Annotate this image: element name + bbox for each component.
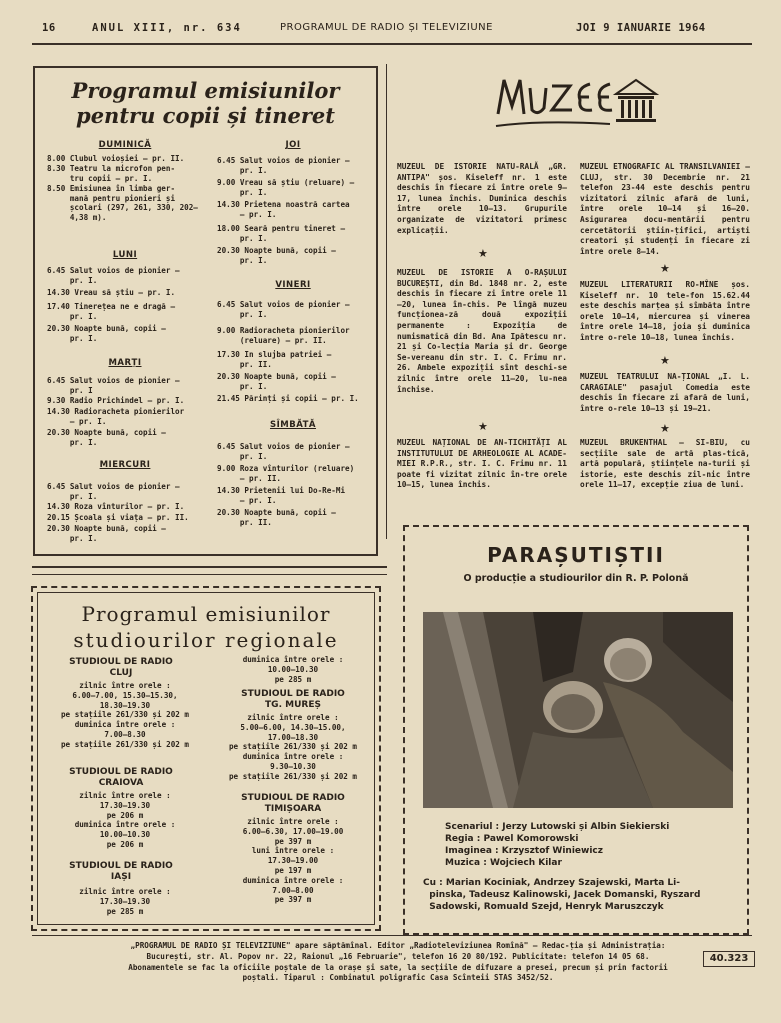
museum-literaturii: MUZEUL LITERATURII RO-MÎNE șos. Kiseleff nr. 10 tele-fon 15.62.44 este deschis marțea și sîmbăta între orele 10—14, miercurea și vinerea între orele 14—18, joia și duminica între o-rele 10—18, lunea închis. [580, 280, 750, 342]
kids-title-line1: Programul emisiunilor [71, 78, 340, 103]
museum-etnografic: MUZEUL ETNOGRAFIC AL TRANSILVANIEI — CLUJ, str. 30 Decembrie nr. 21 telefon 23-44 este deschis pentru vizitatori zilnic afară de luni, între orele 10—14 și 16—20. Asigurarea docu-mentării pentru cercetătorii știin-țifici, artiști creatori și studenți în fiecare zi între orele 8—14. [580, 162, 750, 256]
museum-brukenthal: MUZEUL BRUKENTHAL — SI-BIU, cu secțiile sale de artă plas-tică, artă populară, științele na-turii și istorie, este deschis zil-nic între orele 11—17, excepție ziua de luni. [580, 438, 750, 490]
film-still-image [423, 612, 733, 808]
program-item: 6.45 Salut voios de pionier — pr. I. [217, 442, 350, 461]
regional-title-line1: Programul emisiunilor [81, 602, 331, 626]
program-item: 9.00 Radiorachetа pionierilor (reluare) — pr. II. [217, 326, 350, 345]
program-item: 14.30 Radiorachetа pionierilor — pr. I. [47, 407, 185, 426]
program-item: 9.00 Roza vînturilor (reluare) — pr. II. [217, 464, 355, 483]
studio-iasi-sunday-schedule: duminica între orele : 10.00—10.30 pe 285 m [242, 655, 344, 684]
studio-mures-name: STUDIOUL DE RADIO TG. MUREȘ [241, 689, 345, 710]
imprint-footer: „PROGRAMUL DE RADIO ȘI TELEVIZIUNE" apare săptămînal. Editor „Radioteleviziunea Romînă" – Redac-ția și Administrația: București, str. Al. Popov nr. 22, Raionul „16 Februarie", telefon 16 20 80/192. Publicitate: telefon 14 05 68. Abonamentele se fac la oficiile poștale de la orașe și sate, la secțiile de difuzare a presei, precum și prin factorii poștali. Tiparul : Combinatul poligrafic Casa Scînteii STAS 3452/52. [128, 941, 668, 983]
print-number: 40.323 [703, 951, 755, 967]
film-title: PARAȘUTIȘTII [487, 543, 665, 567]
regional-title [38, 601, 374, 653]
kids-title-line2: pentru copii și tineret [76, 103, 335, 128]
day-heading-joi: JOI [285, 140, 301, 150]
program-item: 20.30 Noapte bună, copii — pr. I. [217, 246, 336, 265]
issue-date: JOI 9 IANUARIE 1964 [576, 22, 706, 34]
studio-timisoara-name: STUDIOUL DE RADIO TIMIȘOARA [241, 793, 345, 814]
film-credits: Scenariul : Jerzy Lutowski și Albin Siekierski Regia : Pawel Komorowski Imaginea : Krzysztof Winiewicz Muzica : Wojciech Kilar [445, 822, 670, 868]
program-item: 14.30 Roza vînturilor — pr. I. [47, 502, 185, 511]
museum-antichitati: MUZEUL NAȚIONAL DE AN-TICHITĂȚI AL INSTITUTULUI DE ARHEOLOGIE AL ACADE-MIEI R.P.R., str. I. C. Frimu nr. 11 poate fi vizitat zilnic în-tre orele 10—15, lunea închis. [397, 438, 567, 490]
film-ad-box [403, 525, 749, 935]
day-heading-simbata: SÎMBĂTĂ [269, 420, 317, 430]
star-separator: ★ [478, 420, 488, 433]
page-header [8, 20, 774, 44]
studio-iasi-name: STUDIOUL DE RADIO IAȘI [69, 861, 173, 882]
program-item: 6.45 Salut voios de pionier — pr. I [47, 376, 180, 395]
studio-timisoara-schedule: zilnic între orele : 6.00—6.30, 17.00—19.00 pe 397 m luni între orele : 17.30—19.00 pe 197 m duminica între orele : 7.00—8.00 pe 397 m [242, 817, 344, 905]
day-heading-duminica: DUMINICĂ [98, 140, 152, 150]
program-item: 6.45 Salut voios de pionier — pr. I. [47, 266, 180, 285]
museum-building-icon [490, 66, 660, 136]
program-item: 6.45 Salut voios de pionier — pr. I. [217, 156, 350, 175]
program-item: 8.50 Emisiunea în limba ger- mană pentru pionieri și școlari (297, 261, 330, 202— 4,38 m). [47, 184, 198, 222]
star-separator: ★ [660, 262, 670, 275]
kids-title [35, 78, 376, 128]
section-rule-thin [32, 574, 387, 575]
regional-title-line2: studiourilor regionale [73, 628, 339, 652]
studio-mures-schedule: zilnic între orele : 5.00—6.00, 14.30—15.00, 17.00—18.30 pe stațiile 261/330 și 202 m duminica între orele : 9.30—10.30 pe stațiile 261/330 și 202 m [228, 713, 357, 781]
day-heading-vineri: VINERI [275, 280, 311, 290]
program-item: 14.30 Vreau să știu — pr. I. [47, 288, 176, 297]
program-item: 21.45 Părinți și copii — pr. I. [217, 394, 359, 403]
star-separator: ★ [478, 247, 488, 260]
museum-teatrului: MUZEUL TEATRULUI NA-ȚIONAL „I. L. CARAGIALE" pasajul Comedia este deschis în fiecare zi afară de luni, între o-rele 10—13 și 19—21. [580, 372, 750, 413]
publication-title: PROGRAMUL DE RADIO ȘI TELEVIZIUNE [280, 22, 493, 33]
regional-inner-frame [37, 592, 375, 925]
volume-number: ANUL XIII, nr. 634 [92, 22, 242, 34]
program-item: 9.00 Vreau să știu (reluare) — pr. I. [217, 178, 355, 197]
museum-antipa: MUZEUL DE ISTORIE NATU-RALĂ „GR. ANTIPA" șos. Kiseleff nr. 1 este deschis în fiecare zi între orele 9—17, lunea închis. Duminica deschis între orele 10—13. Grupurile organizate de vizitatori primesc explicații. [397, 162, 567, 235]
day-heading-luni: LUNI [112, 250, 138, 260]
star-separator: ★ [660, 354, 670, 367]
program-item: 18.00 Seară pentru tineret — pr. I. [217, 224, 346, 243]
program-item: 8.30 Teatru la microfon pen- tru copii — pr. I. [47, 164, 176, 183]
museum-bucuresti: MUZEUL DE ISTORIE A O-RAȘULUI BUCUREȘTI, din Bd. 1848 nr. 2, este deschis în fiecare zi între orele 11—20, lunea în-chis. Pe lîngă muzeu funcționea-ză două expoziții permanente : Expoziția de numismatică din Bd. Ana Ipătescu nr. 21 și Co-lecția Maria și dr. George Se-vereanu din str. I. C. Frimu nr. 26. Ambele expoziții sînt deschi-se zilnic între orele 11—20, lu-nea închise. [397, 268, 567, 394]
studio-iasi-schedule: zilnic între orele : 17.30—19.30 pe 285 m [79, 887, 171, 916]
header-rule [32, 43, 752, 45]
program-item: 17.40 Tinerețea ne e dragă — pr. I. [47, 302, 176, 321]
regional-programs-box [31, 586, 381, 931]
page-number: 16 [42, 22, 56, 34]
film-still-photo [423, 612, 733, 808]
studio-craiova-name: STUDIOUL DE RADIO CRAIOVA [69, 767, 173, 788]
program-item: 6.45 Salut voios de pionier — pr. I. [217, 300, 350, 319]
footer-rule [32, 935, 752, 936]
star-separator: ★ [660, 422, 670, 435]
muzee-logo [490, 66, 660, 136]
program-item: 14.30 Prietena noastră cartea — pr. I. [217, 200, 350, 219]
program-item: 14.30 Prietenii lui Do-Re-Mi — pr. I. [217, 486, 346, 505]
day-heading-marti: MARȚI [108, 358, 142, 368]
kids-programs-box [33, 66, 378, 556]
program-item: 6.45 Salut voios de pionier — pr. I. [47, 482, 180, 501]
film-subtitle: O producție a studiourilor din R. P. Polonă [463, 573, 689, 584]
program-item: 9.30 Radio Prichindel — pr. I. [47, 396, 185, 405]
program-item: 20.30 Noapte bună, copii — pr. I. [47, 524, 166, 543]
program-item: 20.30 Noapte bună, copii — pr. I. [217, 372, 336, 391]
studio-cluj-name: STUDIOUL DE RADIO CLUJ [69, 657, 173, 678]
section-rule [32, 566, 387, 568]
program-item: 20.30 Noapte bună, copii — pr. I. [47, 428, 166, 447]
studio-cluj-schedule: zilnic între orele : 6.00—7.00, 15.30—15.30, 18.30—19.30 pe stațiile 261/330 și 202 m duminica între orele : 7.00—8.30 pe stațiile 261/330 și 202 m [60, 681, 189, 749]
program-item: 8.00 Clubul voioșiei — pr. II. [47, 154, 185, 163]
film-cast: Cu : Marian Kociniak, Andrzey Szajewski, Marta Li- pinska, Tadeusz Kalinowski, Jacek Domanski, Ryszard Sadowski, Romuald Szejd, Henryk Maruszczyk [423, 878, 701, 912]
studio-craiova-schedule: zilnic între orele : 17.30—19.30 pe 206 m duminica între orele : 10.00—10.30 pe 206 m [74, 791, 176, 849]
program-item: 17.30 In slujba patriei — pr. II. [217, 350, 332, 369]
program-item: 20.30 Noapte bună, copii — pr. I. [47, 324, 166, 343]
program-item: 20.15 Școala și viața — pr. II. [47, 513, 189, 522]
day-heading-miercuri: MIERCURI [99, 460, 151, 470]
column-divider [386, 64, 387, 539]
program-item: 20.30 Noapte bună, copii — pr. II. [217, 508, 336, 527]
